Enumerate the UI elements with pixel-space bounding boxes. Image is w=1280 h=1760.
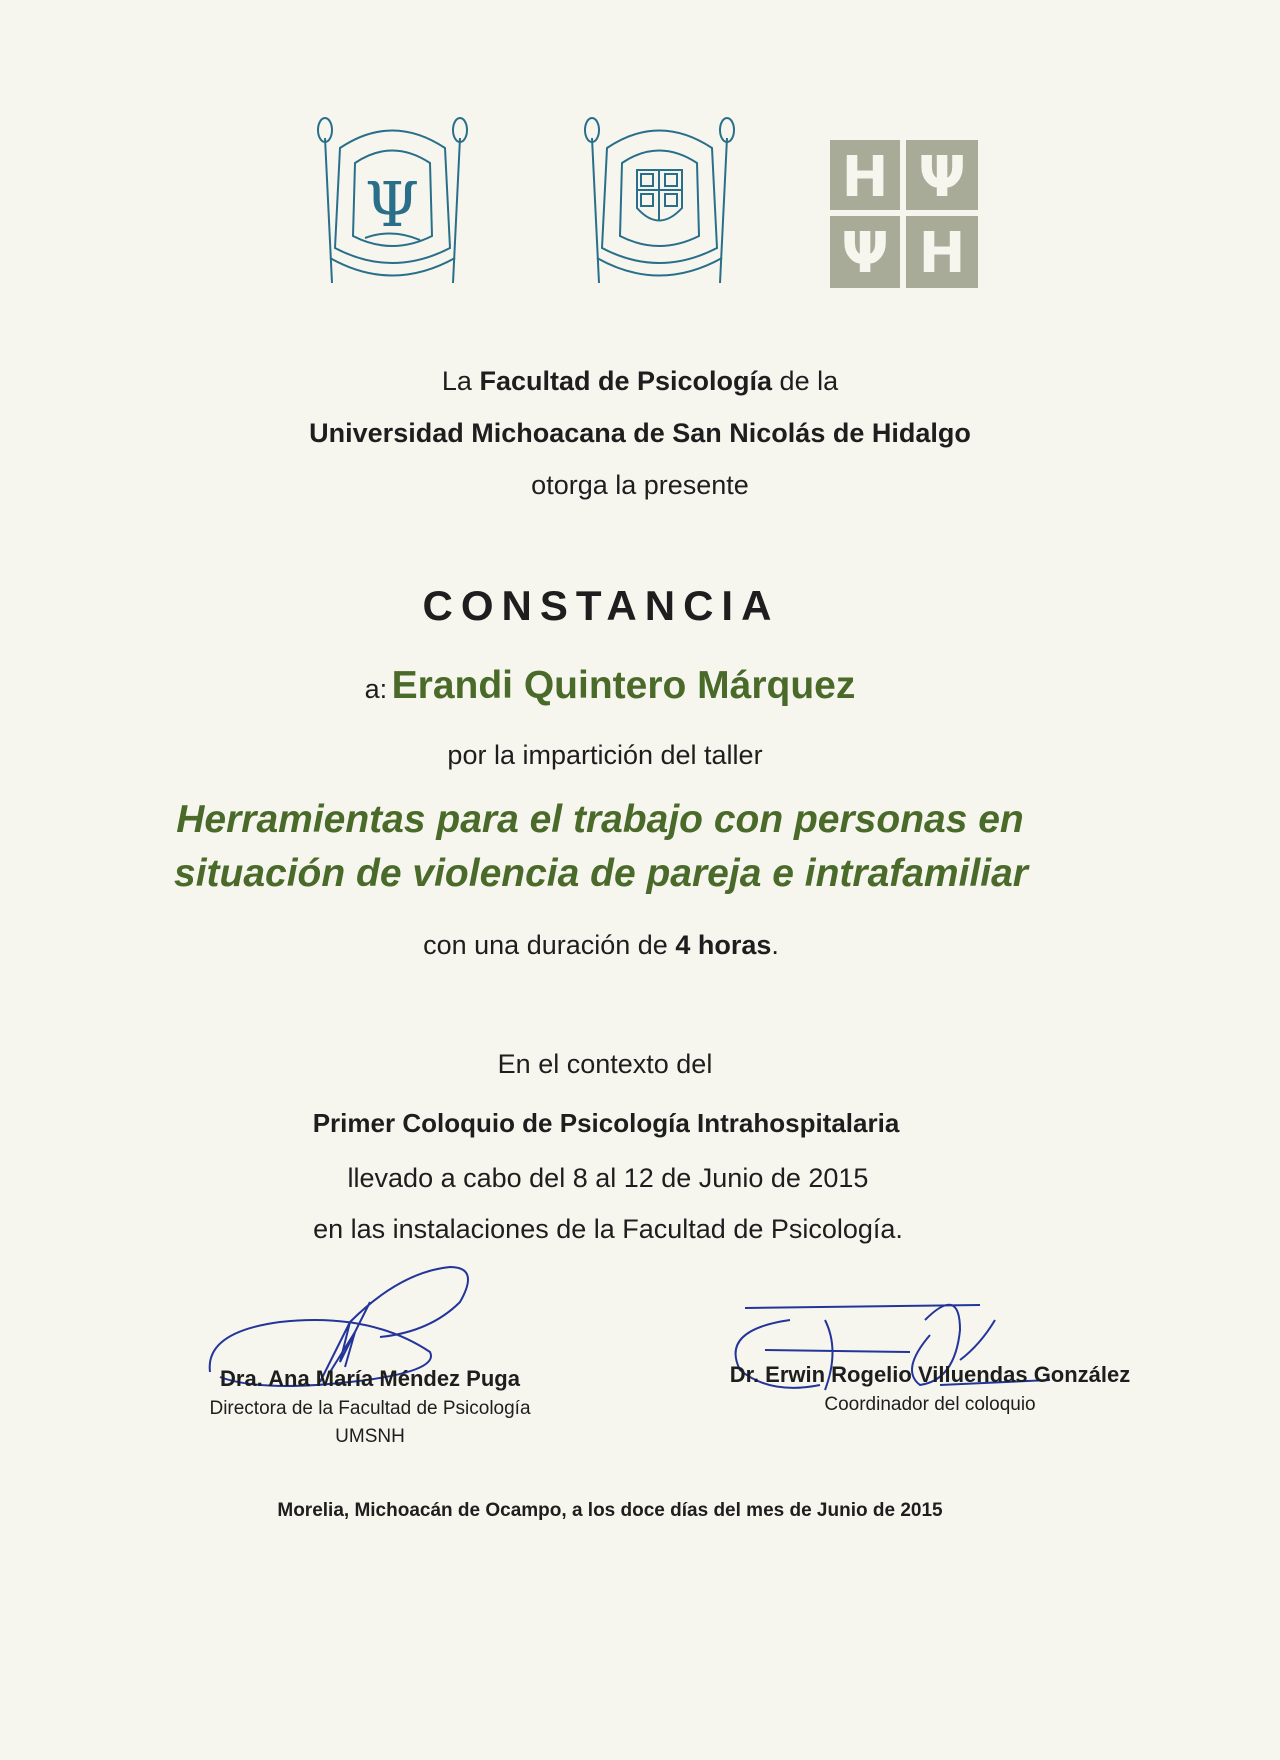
recipient-name: Erandi Quintero Márquez — [391, 664, 856, 707]
reason-line: por la impartición del taller — [447, 740, 763, 770]
university-name: Universidad Michoacana de San Nicolás de Hidalgo — [309, 418, 971, 448]
workshop-title-line-1: Herramientas para el trabajo con personas en — [176, 798, 1024, 841]
context-intro: En el contexto del — [497, 1049, 713, 1079]
recipient-prefix: a: — [364, 674, 388, 704]
duration-line: con una duración de 4 horas. — [423, 930, 779, 960]
signatory-2-name: Dr. Erwin Rogelio Villuendas González — [729, 1362, 1131, 1387]
psi-university-seal-icon — [300, 108, 485, 293]
event-name: Primer Coloquio de Psicología Intrahospitalaria — [312, 1108, 900, 1138]
certificate-title: CONSTANCIA — [422, 582, 780, 629]
signatory-1-role: Directora de la Facultad de Psicología — [209, 1398, 531, 1419]
workshop-title-line-2: situación de violencia de pareja e intrafamiliar — [174, 852, 1028, 895]
faculty-line: La Facultad de Psicología de la — [441, 366, 839, 396]
signatory-1 — [170, 1366, 570, 1448]
signatory-2-role: Coordinador del coloquio — [824, 1394, 1036, 1415]
svg-text:Ψ: Ψ — [364, 168, 420, 241]
university-shield-seal-icon — [567, 108, 752, 293]
duration-hours: 4 horas — [675, 930, 772, 960]
signatory-1-name: Dra. Ana María Méndez Puga — [220, 1366, 520, 1391]
hpsi-letter-2: Ψ — [918, 145, 966, 210]
hpsi-letter-1: H — [841, 145, 889, 210]
grant-line: otorga la presente — [531, 470, 749, 500]
recipient-line — [0, 664, 1280, 708]
hpsi-letter-3: Ψ — [841, 221, 889, 286]
event-venue: en las instalaciones de la Facultad de Psicología. — [313, 1214, 903, 1244]
faculty-name: Facultad de Psicología — [479, 366, 773, 396]
event-dates: llevado a cabo del 8 al 12 de Junio de 2015 — [347, 1163, 869, 1193]
hpsi-block-logo-icon — [830, 140, 978, 288]
signatory-2 — [710, 1362, 1150, 1416]
hpsi-letter-4: H — [918, 221, 966, 286]
signatory-1-institution: UMSNH — [335, 1426, 405, 1447]
place-and-date: Morelia, Michoacán de Ocampo, a los doce días del mes de Junio de 2015 — [277, 1500, 943, 1521]
